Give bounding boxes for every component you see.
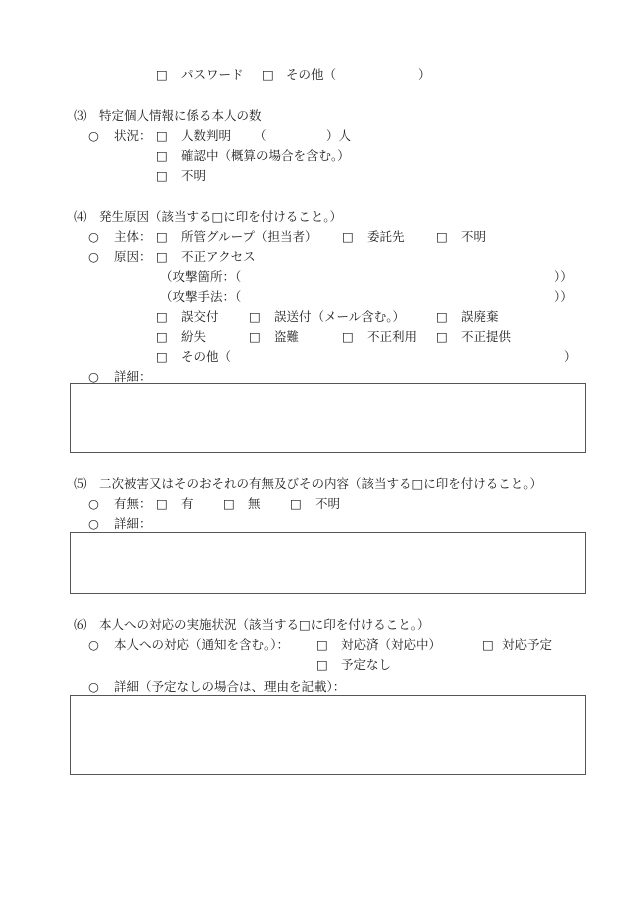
- bullet-icon: ○: [88, 229, 99, 244]
- done-checkbox[interactable]: □: [316, 637, 328, 652]
- improper-provision-label: 不正提供: [461, 329, 512, 344]
- response-details-label: 詳細（予定なしの場合は、理由を記載）：: [114, 679, 346, 694]
- unknown-checkbox[interactable]: □: [156, 168, 168, 183]
- presence-label: 有無：: [114, 496, 152, 511]
- password-label: パスワード: [181, 67, 244, 82]
- improper-provision-checkbox[interactable]: □: [436, 329, 448, 344]
- status-label: 状況：: [114, 128, 152, 143]
- no-label: 無: [248, 496, 261, 511]
- attack-method-close: ））: [554, 289, 573, 304]
- bullet-icon: ○: [88, 128, 99, 143]
- cause-label: 原因：: [114, 249, 152, 264]
- section-6-heading: ⑹ 本人への対応の実施状況（該当する□に印を付けること。）: [74, 617, 430, 632]
- misdelivery-checkbox[interactable]: □: [156, 309, 168, 324]
- misuse-checkbox[interactable]: □: [342, 329, 354, 344]
- cause-details-label: 詳細：: [114, 369, 152, 384]
- section-4-heading: ⑷ 発生原因（該当する□に印を付けること。）: [74, 209, 343, 224]
- bullet-icon: ○: [88, 637, 99, 652]
- group-checkbox[interactable]: □: [156, 229, 168, 244]
- checking-checkbox[interactable]: □: [156, 148, 168, 163]
- cause-other-label: その他（: [181, 349, 232, 364]
- other-close: ）: [418, 67, 431, 82]
- cause-details-textbox[interactable]: [70, 383, 586, 453]
- other-label: その他（: [286, 67, 337, 82]
- loss-label: 紛失: [181, 329, 207, 344]
- response-details-textbox[interactable]: [70, 695, 586, 775]
- response-label: 本人への対応（通知を含む。）：: [114, 637, 290, 652]
- section-3-heading: ⑶ 特定個人情報に係る本人の数: [74, 108, 262, 123]
- subject-unknown-label: 不明: [461, 229, 487, 244]
- misdisposal-label: 誤廃棄: [461, 309, 499, 324]
- unauthorized-access-checkbox[interactable]: □: [156, 249, 168, 264]
- count-known-checkbox[interactable]: □: [156, 128, 168, 143]
- yes-checkbox[interactable]: □: [156, 496, 168, 511]
- checking-label: 確認中（概算の場合を含む。）: [181, 148, 350, 163]
- group-label: 所管グループ（担当者）: [181, 229, 318, 244]
- bullet-icon: ○: [88, 679, 99, 694]
- attack-method-label: （攻撃手法：（: [160, 289, 242, 304]
- bullet-icon: ○: [88, 249, 99, 264]
- no-checkbox[interactable]: □: [223, 496, 235, 511]
- count-open: （: [254, 128, 267, 143]
- bullet-icon: ○: [88, 516, 99, 531]
- planned-label: 対応予定: [502, 637, 553, 652]
- bullet-icon: ○: [88, 369, 99, 384]
- loss-checkbox[interactable]: □: [156, 329, 168, 344]
- none-checkbox[interactable]: □: [316, 657, 328, 672]
- misuse-label: 不正利用: [367, 329, 418, 344]
- done-label: 対応済（対応中）: [341, 637, 442, 652]
- count-known-label: 人数判明: [181, 128, 232, 143]
- password-checkbox[interactable]: □: [156, 67, 168, 82]
- misdisposal-checkbox[interactable]: □: [436, 309, 448, 324]
- attack-point-close: ））: [554, 269, 573, 284]
- presence-unknown-checkbox[interactable]: □: [290, 496, 302, 511]
- yes-label: 有: [181, 496, 194, 511]
- bullet-icon: ○: [88, 496, 99, 511]
- unauthorized-access-label: 不正アクセス: [181, 249, 256, 264]
- damage-details-label: 詳細：: [114, 516, 152, 531]
- missend-checkbox[interactable]: □: [249, 309, 261, 324]
- planned-checkbox[interactable]: □: [482, 637, 494, 652]
- subject-label: 主体：: [114, 229, 152, 244]
- cause-other-checkbox[interactable]: □: [156, 349, 168, 364]
- contractor-checkbox[interactable]: □: [342, 229, 354, 244]
- other-checkbox[interactable]: □: [262, 67, 274, 82]
- damage-details-textbox[interactable]: [70, 532, 586, 594]
- misdelivery-label: 誤交付: [181, 309, 219, 324]
- theft-label: 盗難: [274, 329, 300, 344]
- attack-point-label: （攻撃箇所：（: [160, 269, 242, 284]
- presence-unknown-label: 不明: [315, 496, 341, 511]
- contractor-label: 委託先: [367, 229, 405, 244]
- count-close: ）人: [326, 128, 352, 143]
- theft-checkbox[interactable]: □: [249, 329, 261, 344]
- unknown-label: 不明: [181, 168, 207, 183]
- none-label: 予定なし: [341, 657, 392, 672]
- cause-other-close: ）: [564, 349, 577, 364]
- missend-label: 誤送付（メール含む。）: [274, 309, 406, 324]
- section-5-heading: ⑸ 二次被害又はそのおそれの有無及びその内容（該当する□に印を付けること。）: [74, 476, 543, 491]
- subject-unknown-checkbox[interactable]: □: [436, 229, 448, 244]
